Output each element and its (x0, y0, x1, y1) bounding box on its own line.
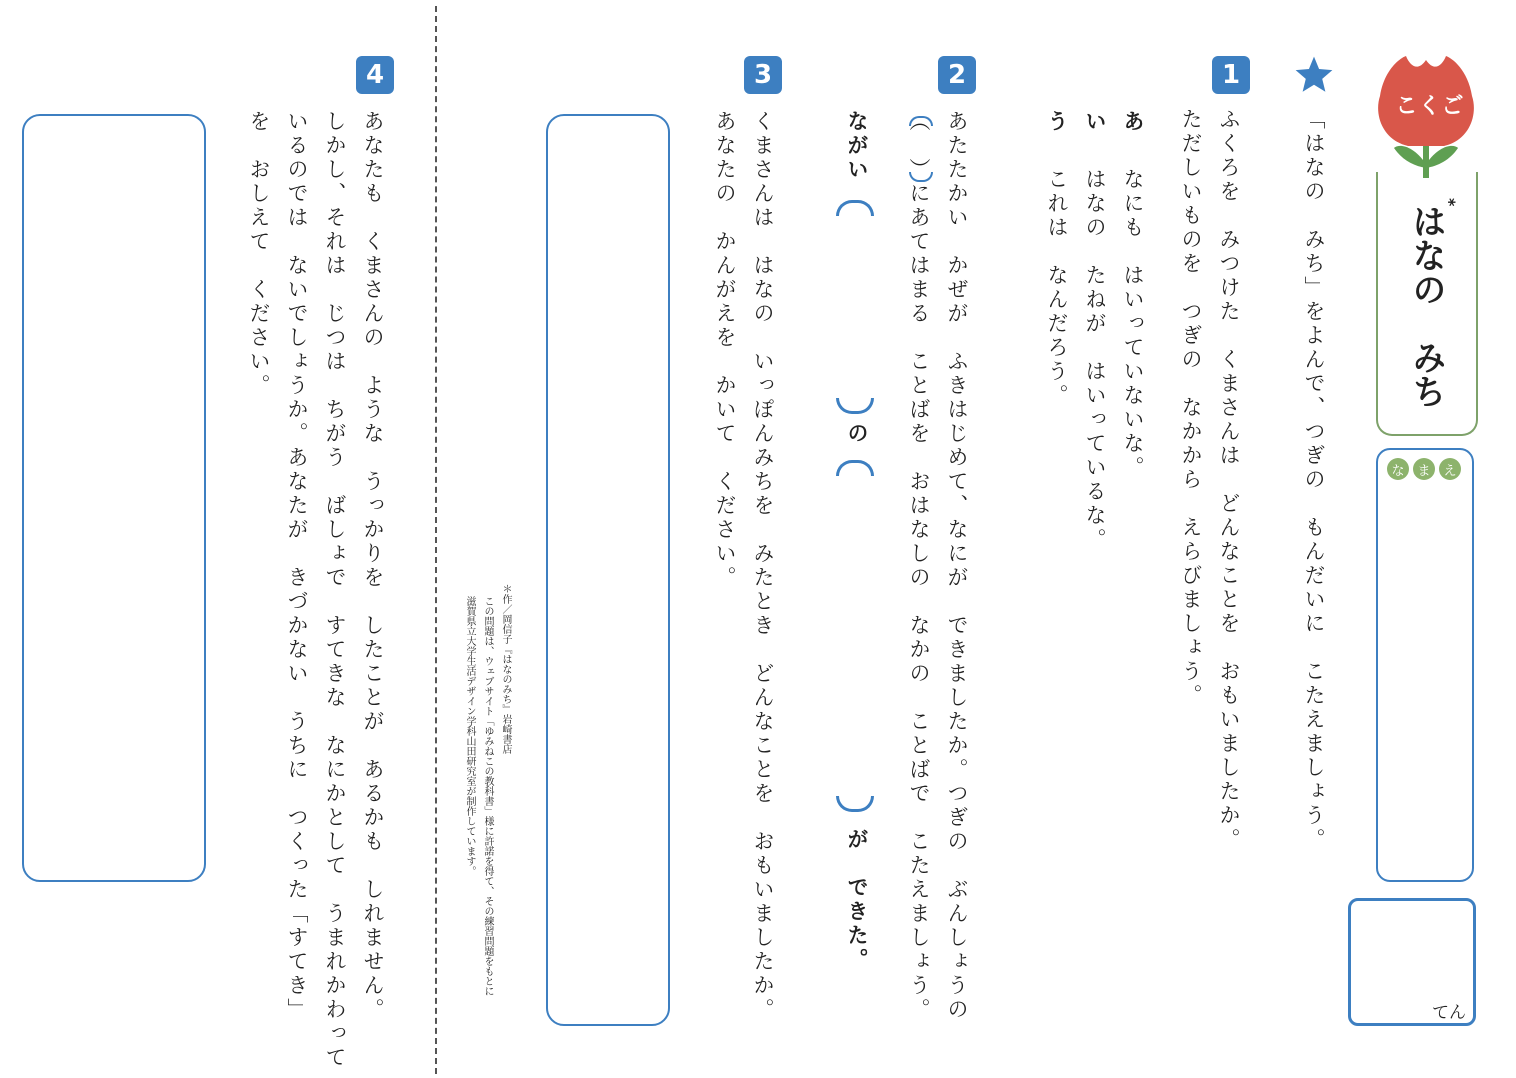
question-4-text: あなたも くまさんの ような うっかりを したことが あるかも しれません。 しかし、それは じつは ちがう ばしょで すてきな なにかとして うまれかわって いるのでは ないでしょうか。あなたが きづかない うちに つくった「すてき」 を おしえて ください。 (247, 110, 385, 1070)
option-i-text: はなの たねが はいっているな。 (1083, 168, 1107, 552)
example-paren-open (909, 116, 933, 126)
option-i-label: い (1083, 110, 1107, 134)
option-u-label: う (1045, 110, 1069, 134)
answer-box-q3[interactable] (546, 114, 670, 1026)
credit-line-2: この問題は、ウェブサイト「ゆみねこの教科書」様に許諾を得て、その練習問題をもとに (482, 596, 493, 996)
name-char: な (1387, 458, 1409, 480)
question-1-text: ふくろを みつけた くまさんは どんなことを おもいましたか。 ただしいものを つぎの なかから えらびましょう。 (1179, 108, 1241, 852)
answer-blank-2[interactable] (836, 478, 874, 798)
star-icon (1293, 54, 1335, 96)
answer-blank-1[interactable] (836, 218, 874, 398)
blank-1-close (836, 398, 874, 414)
credit-line-3: 滋賀県立大学生活デザイン学科山田研究室が制作しています。 (464, 596, 475, 876)
question-4-badge: 4 (356, 56, 394, 94)
question-3-badge: 3 (744, 56, 782, 94)
title-ruby-mark: * (1440, 198, 1459, 207)
question-1-badge: 1 (1212, 56, 1250, 94)
name-box[interactable] (1376, 448, 1474, 882)
fill-particle-no: の (845, 422, 869, 446)
name-char: ま (1413, 458, 1435, 480)
option-a-text: なにも はいっていないな。 (1121, 168, 1145, 480)
question-3-text: くまさんは はなの いっぽんみちを みたとき どんなことを おもいましたか。 あなたの かんがえを かいて ください。 (713, 110, 775, 1022)
page-title: はなの みち (1406, 204, 1446, 408)
answer-box-q4[interactable] (22, 114, 206, 882)
option-u-text: これは なんだろう。 (1045, 168, 1069, 408)
subject-label: こくご (1395, 94, 1465, 119)
name-char: え (1439, 458, 1461, 480)
page-divider (435, 6, 437, 1074)
name-label (1387, 458, 1461, 480)
credit-line-1: ＊作／岡信子『はなのみち』岩崎書店 (500, 584, 511, 754)
question-2-text: あたたかい かぜが ふきはじめて、なにが できましたか。つぎの ぶんしょうの （ ）にあてはまる ことばを おはなしの なかの ことばで こたえましょう。 (907, 110, 969, 1022)
option-a-label: あ (1121, 110, 1145, 134)
instruction-text: 「はなの みち」をよんで、つぎの もんだいに こたえましょう。 (1302, 108, 1326, 852)
blank-2-open (836, 460, 874, 476)
blank-2-close (836, 796, 874, 812)
score-label: てん (1432, 1003, 1466, 1023)
fill-start-text: ながい (845, 110, 869, 182)
question-2-badge: 2 (938, 56, 976, 94)
blank-1-open (836, 200, 874, 216)
fill-end-text: が できた。 (845, 828, 869, 972)
